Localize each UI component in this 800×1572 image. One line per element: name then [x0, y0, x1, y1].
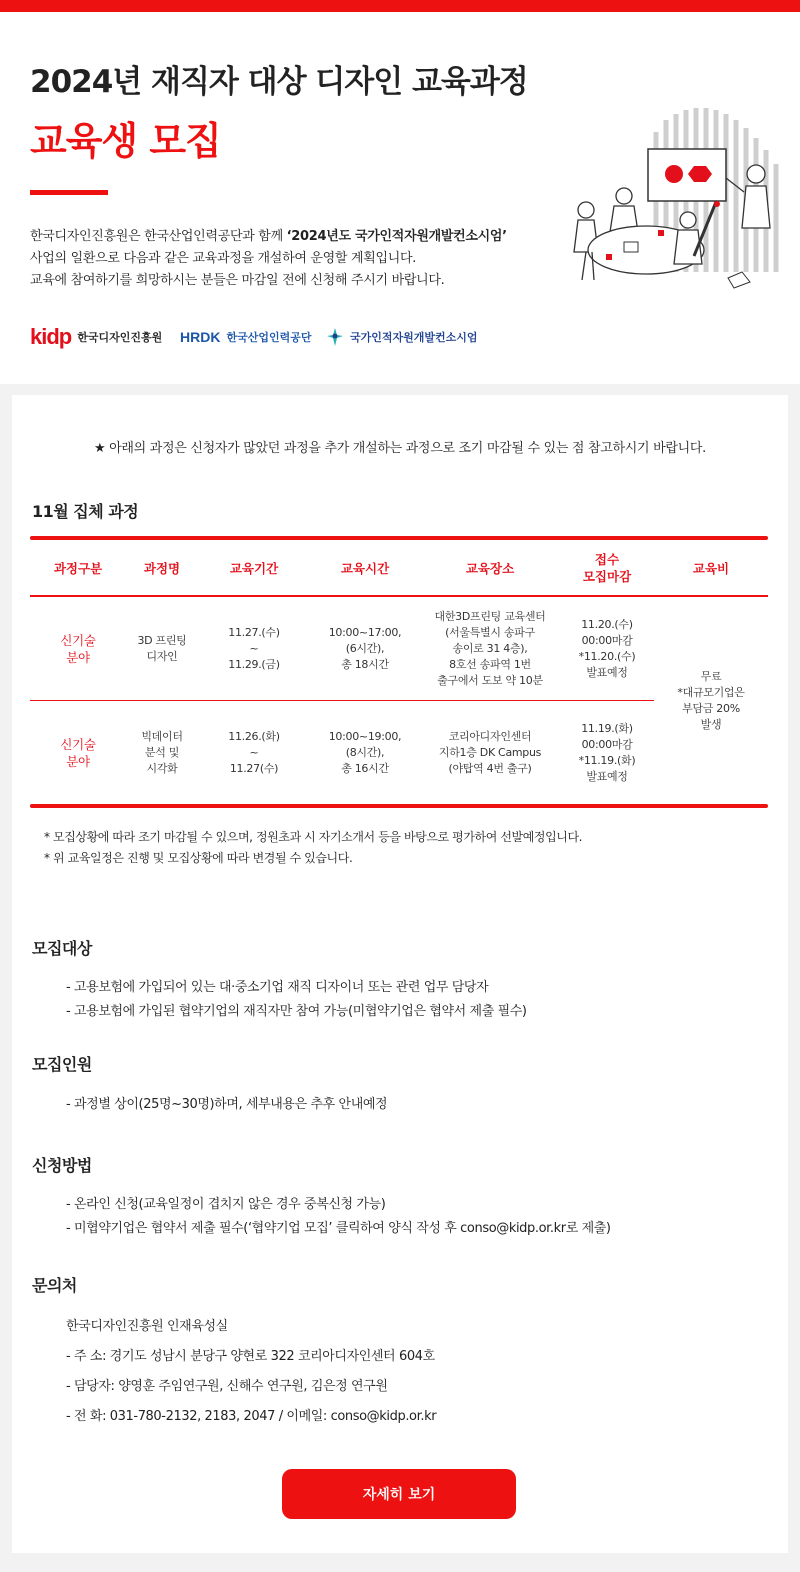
intro-line3: 교육에 참여하기를 희망하시는 분들은 마감일 전에 신청해 주시기 바랍니다.: [30, 273, 445, 288]
apply-list: [66, 1193, 611, 1241]
target-item-1: - 고용보험에 가입되어 있는 대·중소기업 재직 디자이너 또는 관련 업무 담당자: [66, 980, 489, 995]
row1-category: 신기술 분야: [60, 632, 96, 665]
schedule-notes: [44, 827, 582, 869]
consortium-logo: [326, 324, 478, 350]
table-bottom-border: [30, 804, 768, 808]
row2-place: 코리아디자인센터 지하1층 DK Campus (야탑역 4번 출구): [438, 729, 542, 775]
contact-info: [66, 1312, 436, 1432]
table-top-border: [30, 536, 768, 540]
intro-line2: 사업의 일환으로 다음과 같은 교육과정을 개설하여 운영할 계획입니다.: [30, 251, 417, 266]
view-details-button[interactable]: 자세히 보기: [282, 1469, 516, 1519]
top-accent-bar: [0, 0, 800, 12]
illustration-people-meeting: [566, 92, 788, 302]
hrdk-logo-mark: HRDK: [180, 329, 221, 345]
row1-period: 11.27.(수) ~ 11.29.(금): [228, 625, 280, 671]
page-title: 2024년 재직자 대상 디자인 교육과정: [30, 64, 528, 100]
apply-title: 신청방법: [32, 1156, 92, 1175]
content-card: [12, 395, 788, 1553]
capacity-list: [66, 1093, 387, 1117]
contact-org: 한국디자인진흥원 인재육성실: [66, 1319, 228, 1334]
page-subtitle: 교육생 모집: [30, 119, 221, 163]
kidp-logo: [30, 324, 162, 350]
target-title: 모집대상: [32, 939, 92, 958]
kidp-logo-name: 한국디자인진흥원: [77, 331, 163, 344]
contact-staff: - 담당자: 양영훈 주임연구원, 신해수 연구원, 김은정 연구원: [66, 1379, 388, 1394]
th-category: 과정구분: [53, 560, 103, 576]
row2-name: 빅데이터 분석 및 시각화: [141, 729, 183, 775]
hrdk-logo-name: 한국산업인력공단: [226, 331, 312, 344]
kidp-logo-mark: kidp: [30, 324, 72, 349]
row1-deadline: 11.20.(수) 00:00마감 *11.20.(수) 발표예정: [578, 617, 636, 679]
hrdk-logo: [180, 324, 311, 350]
th-period: 교육기간: [229, 560, 279, 576]
notice-text: ★ 아래의 과정은 신청자가 많았던 과정을 추가 개설하는 과정으로 조기 마감될 수 있는 점 참고하시기 바랍니다.: [93, 441, 707, 456]
row2-period: 11.26.(화) ~ 11.27(수): [228, 729, 280, 775]
consortium-logo-name: 국가인적자원개발컨소시엄: [350, 331, 478, 344]
apply-item-2: - 미협약기업은 협약서 제출 필수(‘협약기업 모집’ 클릭하여 양식 작성 후 conso@kidp.or.kr로 제출): [66, 1221, 611, 1236]
intro-line1-pre: 한국디자인진흥원은 한국산업인력공단과 함께: [30, 229, 287, 244]
apply-item-1: - 온라인 신청(교육일정이 겹치지 않은 경우 중복신청 가능): [66, 1197, 386, 1212]
row1-time: 10:00~17:00, (6시간), 총 18시간: [328, 625, 402, 671]
row2-time: 10:00~19:00, (8시간), 총 16시간: [328, 729, 402, 775]
th-time: 교육시간: [340, 560, 390, 576]
row1-place: 대한3D프린팅 교육센터 (서울특별시 송파구 송이로 31 4층), 8호선 송파역 1번 출구에서 도보 약 10분: [434, 609, 546, 687]
th-name: 과정명: [143, 560, 181, 576]
th-place: 교육장소: [465, 560, 515, 576]
contact-title: 문의처: [32, 1276, 77, 1295]
fee-cell: 무료 *대규모기업은 부담금 20% 발생: [677, 669, 745, 731]
capacity-item-1: - 과정별 상이(25명~30명)하며, 세부내용은 추후 안내예정: [66, 1097, 388, 1112]
schedule-title: 11월 집체 과정: [32, 502, 139, 521]
row2-deadline: 11.19.(화) 00:00마감 *11.19.(화) 발표예정: [578, 721, 636, 783]
header: [0, 12, 800, 384]
capacity-title: 모집인원: [32, 1055, 92, 1074]
contact-phone: - 전 화: 031-780-2132, 2183, 2047 / 이메일: conso@kidp.or.kr: [66, 1409, 437, 1424]
target-list: [66, 976, 527, 1024]
th-fee: 교육비: [692, 560, 730, 576]
intro-text: [30, 226, 507, 292]
note-2: * 위 교육일정은 진행 및 모집상황에 따라 변경될 수 있습니다.: [44, 851, 353, 865]
note-1: * 모집상황에 따라 조기 마감될 수 있으며, 정원초과 시 자기소개서 등을 바탕으로 평가하여 선발예정입니다.: [44, 830, 583, 844]
th-deadline: 접수 모집마감: [582, 552, 632, 584]
row2-category: 신기술 분야: [60, 736, 96, 769]
target-item-2: - 고용보험에 가입된 협약기업의 재직자만 참여 가능(미협약기업은 협약서 제출 필수): [66, 1004, 527, 1019]
contact-address: - 주 소: 경기도 성남시 분당구 양현로 322 코리아디자인센터 604호: [66, 1349, 435, 1364]
title-underline: [30, 190, 108, 195]
consortium-logo-icon: [326, 327, 344, 347]
intro-line1-bold: ‘2024년도 국가인적자원개발컨소시엄’: [286, 229, 507, 244]
row1-name: 3D 프린팅 디자인: [137, 633, 187, 663]
